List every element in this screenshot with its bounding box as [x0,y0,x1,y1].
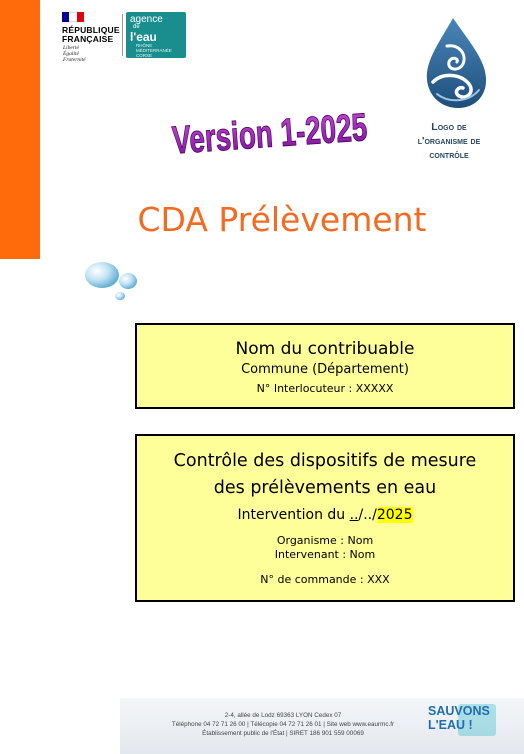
agence-subtitle-rhone: RHÔNE [136,43,153,48]
version-stamp-text: Version 1-2025 [170,105,369,163]
rf-motto [63,45,86,63]
rf-logo-line2: FRANÇAISE [62,34,114,44]
control-organisme: Organisme : Nom [276,534,374,547]
republique-francaise-logo [60,12,120,64]
droplets-decoration-icon [80,258,144,304]
rf-motto-egalite: Égalité [63,51,79,57]
flag-blue-stripe [62,12,69,22]
contributor-name: Nom du contribuable [235,339,415,359]
page-title: CDA Prélèvement [137,200,427,239]
agence-logo-line3: l'eau [130,30,157,44]
footer-address: 2-4, allée de Lodz 69363 LYON Cedex 07 [224,712,342,719]
flag-white-stripe [69,12,76,22]
footer-legal: Établissement public de l'État | SIRET 186 901 559 00069 [202,730,364,737]
agence-subtitle-mediterranee: MÉDITERRANÉE [136,48,172,53]
intervention-year: 2025 [376,507,413,523]
control-order-number: N° de commande : XXX [260,573,390,586]
agence-subtitle-corse: CORSE [136,53,153,58]
orange-side-bar [0,0,40,259]
intervention-day: .. [349,507,359,523]
footer-text [138,711,428,738]
org-caption-line1: Logo de [431,121,467,133]
contributor-box [135,323,515,409]
flag-red-stripe [77,12,84,22]
footer-contact: Téléphone 04 72 71 26 00 | Télécopie 04 72 71 26 01 | Site web www.eaurmc.fr [171,721,395,728]
water-drop-icon [423,16,489,110]
control-box [135,434,515,602]
agence-logo-line2: de [133,24,140,30]
control-title [137,448,513,502]
control-intervenant: Intervenant : Nom [274,548,376,561]
slogan-line1: SAUVONS [428,704,490,718]
control-title-line1: Contrôle des dispositifs de mesure [173,451,477,471]
slogan-line2: L'EAU ! [428,718,473,732]
rf-logo-line1: RÉPUBLIQUE [62,25,120,35]
agence-logo-line1: agence [130,14,163,25]
intervention-date [137,506,513,524]
agence-de-l-eau-logo [126,12,186,58]
rf-motto-fraternite: Fraternité [63,57,86,63]
french-flag-icon [62,12,84,22]
agence-logo-subtitle [136,43,172,58]
contributor-commune: Commune (Département) [241,362,409,377]
control-title-line2: des prélèvements en eau [213,478,437,498]
intervention-separator: /../ [358,507,377,523]
org-logo-caption [394,120,504,162]
rf-motto-liberte: Liberté [63,45,79,51]
contributor-interlocutor: N° Interlocuteur : XXXXX [256,382,394,395]
org-caption-line2: l'organisme de [417,135,481,147]
intervention-prefix: Intervention du [237,507,350,523]
org-caption-line3: contrôle [429,149,469,161]
logo-divider [122,14,123,56]
version-stamp [170,102,369,163]
slogan [428,704,504,732]
